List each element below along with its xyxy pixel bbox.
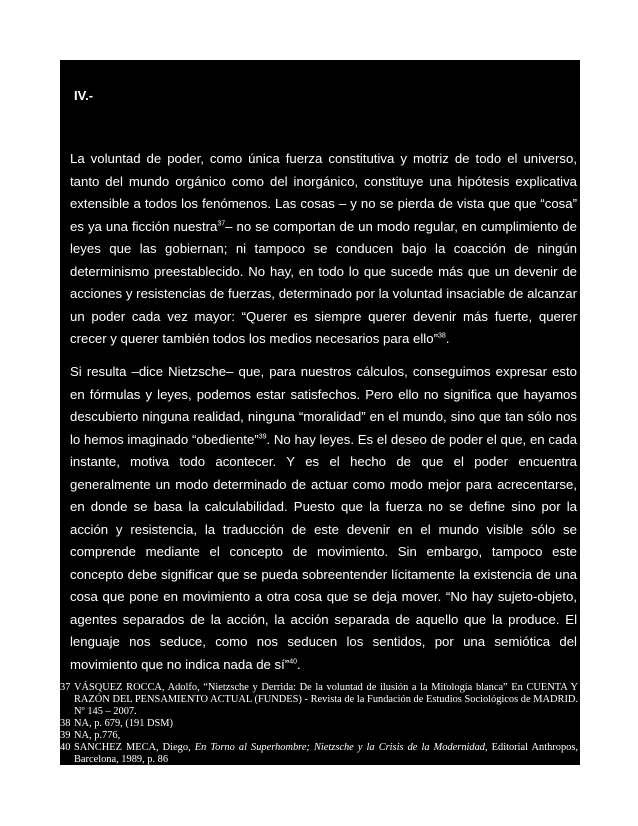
footnotes — [60, 682, 578, 765]
footnote-number: 39 — [60, 730, 71, 741]
footnote-publisher: , Editorial Anthropos, Barcelona, 1989, p. 86 — [74, 742, 578, 765]
paragraph-2-text-a: Si resulta –dice Nietzsche– que, para nuestros cálculos, conseguimos expresar esto en fórmulas y leyes, podemos estar satisfechos. Pero ello no significa que hayamos descubierto ninguna realidad, ninguna “moralidad” en el mundo, sino que tan sólo nos lo hemos imaginado “obediente” — [70, 364, 577, 447]
footnote-number: 40 — [60, 742, 71, 753]
footnote-ref-38[interactable]: 38 — [437, 332, 446, 340]
footnote-book-title: En Torno al Superhombre; Nietzsche y la Crisis de la Modernidad — [194, 742, 485, 753]
footnote-author: SANCHEZ MECA, Diego, — [74, 742, 195, 753]
footnote-40 — [60, 742, 578, 765]
footnote-ref-37[interactable]: 37 — [217, 220, 226, 228]
footnote-text: NA, p.776, — [74, 730, 121, 741]
section-heading: IV.- — [74, 88, 94, 103]
footnote-text — [74, 742, 578, 765]
footnote-number: 37 — [60, 682, 71, 693]
paragraph-2-text-b: . No hay leyes. Es el deseo de poder el que, en cada instante, motiva todo acontecer. Y es el hecho de que el poder encuentra generalmente un modo determinado de actuar como modo mejor para acrecentarse, en donde se basa la calculabilidad. Puesto que la fuerza no se define sino por la acción y resistencia, la traducción de este devenir en el mundo visible sólo se comprende mediante el concepto de movimiento. Sin embargo, tampoco este concepto debe significar que se pueda sobreentender lícitamente la existencia de una cosa que pone en movimiento a otra cosa que se deja mover. “No hay sujeto-objeto, agentes separados de la acción, la acción separada de aquello que la produce. El lenguaje nos seduce, como nos seducen los sentidos, por una semiótica del movimiento que no indica nada de sí” — [70, 431, 577, 672]
footnote-ref-39[interactable]: 39 — [258, 433, 267, 441]
paragraph-1-text-b: – no se comportan de un modo regular, en cumplimiento de leyes que las gobiernan; ni tampoco se conducen bajo la coacción de ningún determinismo preestablecido. No hay, en todo lo que sucede más que un devenir de acciones y resistencias de fuerzas, determinado por la voluntad insaciable de alcanzar un poder cada vez mayor: “Querer es siempre querer devenir más fuerte, querer crecer y querer también todos los medios necesarios para ello” — [70, 218, 577, 346]
footnote-38 — [60, 718, 578, 730]
footnote-ref-40[interactable]: 40 — [289, 658, 297, 666]
footnote-39 — [60, 730, 578, 742]
paragraph-1-text-a: La voluntad de poder, como única fuerza constitutiva y motriz de todo el universo, tanto del mundo orgánico como del inorgánico, constituye una hipótesis explicativa extensible a todos los fenómenos. Las cosas – y no se pierda de vista que que “cosa” es ya una ficción nuestra — [70, 151, 577, 234]
footnote-number: 38 — [60, 718, 71, 729]
paragraph-2-text-c: . — [297, 656, 301, 672]
footnote-37 — [60, 682, 578, 718]
footnote-text: NA, p. 679, (191 DSM) — [74, 718, 174, 729]
footnote-text: VÁSQUEZ ROCCA, Adolfo, “Nietzsche y Derrida: De la voluntad de ilusión a la Mitología blanca” En CUENTA Y RAZÓN DEL PENSAMIENTO ACTUAL (FUNDES) - Revista de la Fundación de Estudios Sociológicos de MADRID. Nº 145 – 2007. — [74, 682, 578, 717]
paragraph-2 — [70, 361, 577, 676]
paragraph-1 — [70, 148, 577, 351]
paragraph-1-text-c: . — [445, 331, 450, 346]
document-page — [60, 60, 580, 765]
